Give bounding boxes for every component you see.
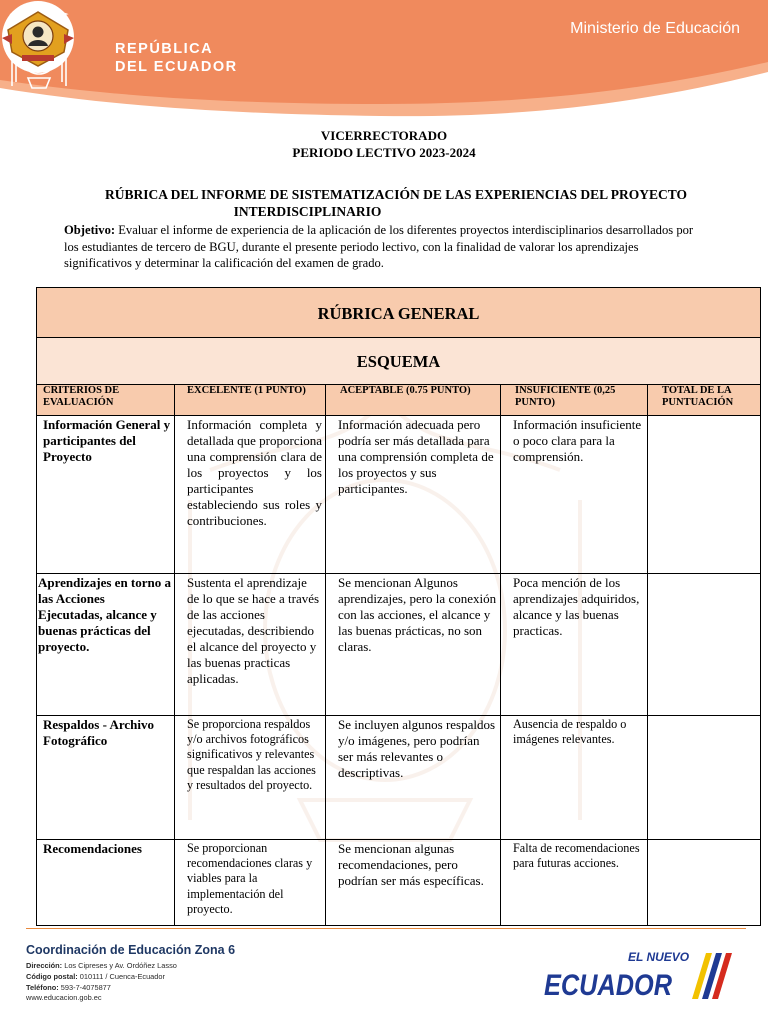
total-cell (648, 840, 761, 926)
country-line-2: DEL ECUADOR (115, 59, 238, 75)
footer-contact (26, 943, 235, 1004)
total-cell (648, 416, 761, 574)
header-total: TOTAL DE LA PUNTUACIÓN (648, 385, 761, 416)
insufficient-cell: Información insuficiente o poco clara para la comprensión. (501, 416, 648, 574)
criterion-cell: Información General y participantes del Proyecto (37, 416, 175, 574)
criterion-cell: Recomendaciones (37, 840, 175, 926)
header-excellent: EXCELENTE (1 PUNTO) (175, 385, 326, 416)
rubric-title-line-1: RÚBRICA DEL INFORME DE SISTEMATIZACIÓN DE LAS EXPERIENCIAS DEL PROYECTO (105, 187, 687, 202)
footer-website: www.educacion.gob.ec (26, 993, 102, 1003)
school-year-title: PERIODO LECTIVO 2023-2024 (292, 145, 476, 160)
objective-text: Evaluar el informe de experiencia de la aplicación de los diferentes proyectos interdisciplinarios desarrollados por los estudiantes de tercero de BGU, durante el presente periodo lectivo, con la finalidad de valorar los aprendizajes significativos y determinar la calificación del examen de grado. (64, 223, 694, 270)
excellent-cell: Sustenta el aprendizaje de lo que se hace a través de las acciones ejecutadas, describiendo el alcance del proyecto y las buenas practicas aplicadas. (175, 574, 326, 716)
rubric-table (36, 287, 761, 926)
criterion-cell: Aprendizajes en torno a las Acciones Ejecutadas, alcance y buenas prácticas del proyecto. (37, 574, 175, 716)
acceptable-cell: Se mencionan Algunos aprendizajes, pero la conexión con las acciones, el alcance y las buenas prácticas, no son claras. (326, 574, 501, 716)
insufficient-cell: Poca mención de los aprendizajes adquiridos, alcance y las buenas practicas. (501, 574, 648, 716)
header-criteria: CRITERIOS DE EVALUACIÓN (37, 385, 175, 416)
country-line-1: REPÚBLICA (115, 41, 214, 57)
ministry-name: Ministerio de Educación (570, 20, 740, 37)
header-banner (0, 0, 768, 135)
footer-address: Dirección: Los Cipreses y Av. Ordóñez Lasso (26, 961, 177, 970)
excellent-cell: Se proporciona respaldos y/o archivos fotográficos significativos y relevantes que respaldan las acciones y resultados del proyecto. (175, 716, 326, 840)
table-row (37, 716, 761, 840)
header-acceptable: ACEPTABLE (0.75 PUNTO) (326, 385, 501, 416)
header-insufficient: INSUFICIENTE (0,25 PUNTO) (501, 385, 648, 416)
table-header-row (37, 385, 761, 416)
acceptable-cell: Se incluyen algunos respaldos y/o imágenes, pero podrían ser más relevantes o descriptivas. (326, 716, 501, 840)
school-seal-icon (0, 0, 76, 74)
excellent-cell: Información completa y detallada que proporciona una comprensión clara de los proyectos y los participantes estableciendo sus roles y contribuciones. (175, 416, 326, 574)
footer-divider (26, 928, 746, 929)
brand-small-text: EL NUEVO (628, 950, 690, 964)
insufficient-cell: Ausencia de respaldo o imágenes relevantes. (501, 716, 648, 840)
footer-phone: Teléfono: 593-7-4075877 (26, 982, 111, 992)
table-row (37, 840, 761, 926)
brand-big-text: ECUADOR (544, 969, 673, 1002)
rubric-title-line-2: INTERDISCIPLINARIO (233, 204, 382, 219)
general-rubric-title: RÚBRICA GENERAL (37, 288, 761, 338)
country-name (115, 40, 238, 76)
objective-paragraph (64, 222, 694, 272)
criterion-cell: Respaldos - Archivo Fotográfico (37, 716, 175, 840)
table-row (37, 416, 761, 574)
total-cell (648, 716, 761, 840)
scheme-title: ESQUEMA (37, 338, 761, 385)
table-row (37, 574, 761, 716)
footer-title: Coordinación de Educación Zona 6 (26, 943, 236, 957)
vicerrectorado-title: VICERRECTORADO (320, 128, 448, 143)
objective-label: Objetivo: (64, 223, 116, 237)
insufficient-cell: Falta de recomendaciones para futuras acciones. (501, 840, 648, 926)
nuevo-ecuador-logo (540, 945, 740, 1005)
acceptable-cell: Se mencionan algunas recomendaciones, pero podrían ser más específicas. (326, 840, 501, 926)
total-cell (648, 574, 761, 716)
acceptable-cell: Información adecuada pero podría ser más detallada para una comprensión completa de los proyectos y sus participantes. (326, 416, 501, 574)
footer-postal: Código postal: 010111 / Cuenca-Ecuador (26, 971, 165, 981)
excellent-cell: Se proporcionan recomendaciones claras y viables para la implementación del proyecto. (175, 840, 326, 926)
